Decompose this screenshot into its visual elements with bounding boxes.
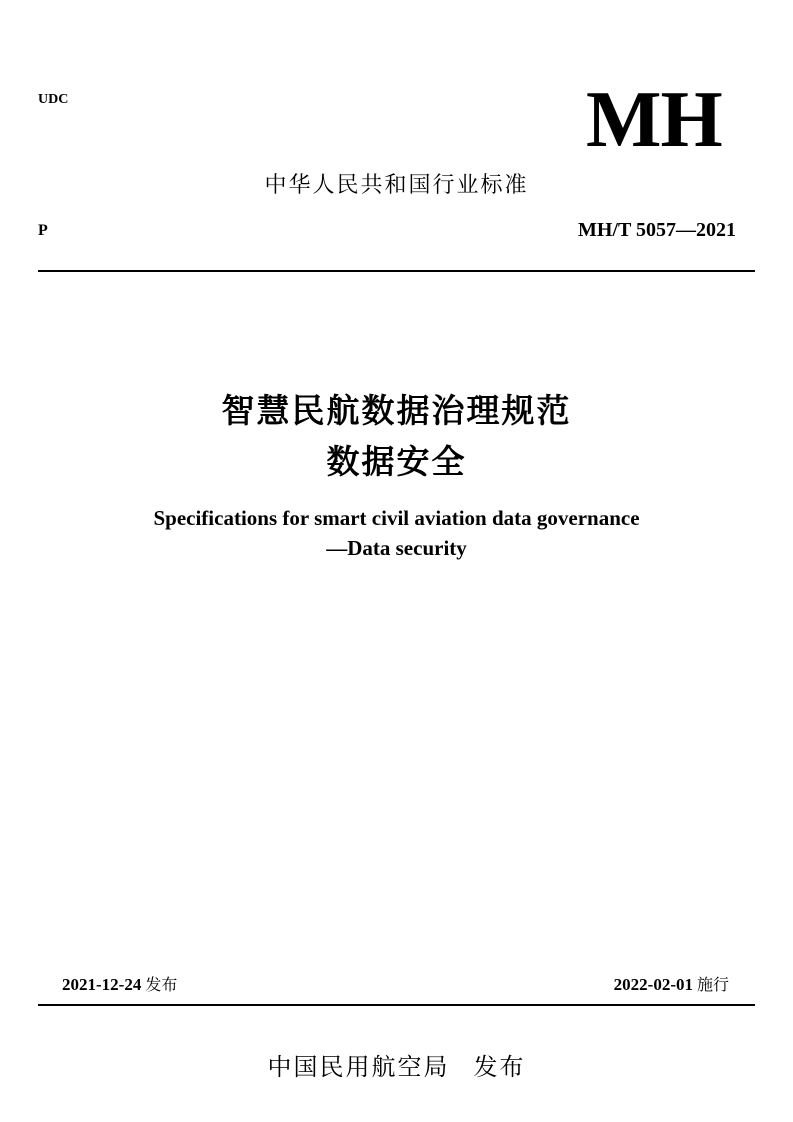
publish-label: 发布 [145, 975, 178, 994]
standard-type-text: 中华人民共和国行业标准 [264, 173, 529, 198]
effective-label: 施行 [696, 975, 729, 994]
issuer-name: 中国民用航空局 [267, 1053, 450, 1081]
title-en-line1: Specifications for smart civil aviation data governance [153, 506, 640, 530]
standard-number: MH/T 5057—2021 [578, 219, 736, 241]
effective-date-block [614, 972, 729, 995]
issuer-line [0, 1047, 793, 1082]
publish-date-block [62, 972, 177, 995]
udc-label: UDC [38, 92, 69, 107]
top-divider [38, 270, 755, 272]
title-cn-line2: 数据安全 [326, 442, 467, 481]
issuer-label: 发布 [473, 1053, 526, 1081]
classification-code: P [38, 222, 48, 239]
title-cn-line1: 智慧民航数据治理规范 [221, 391, 572, 430]
bottom-divider [38, 1004, 755, 1006]
title-en-line2: —Data security [326, 536, 467, 560]
mh-logo: MH [586, 76, 722, 164]
effective-date: 2022-02-01 [613, 975, 693, 994]
publish-date: 2021-12-24 [62, 975, 142, 994]
standard-type [0, 168, 793, 199]
